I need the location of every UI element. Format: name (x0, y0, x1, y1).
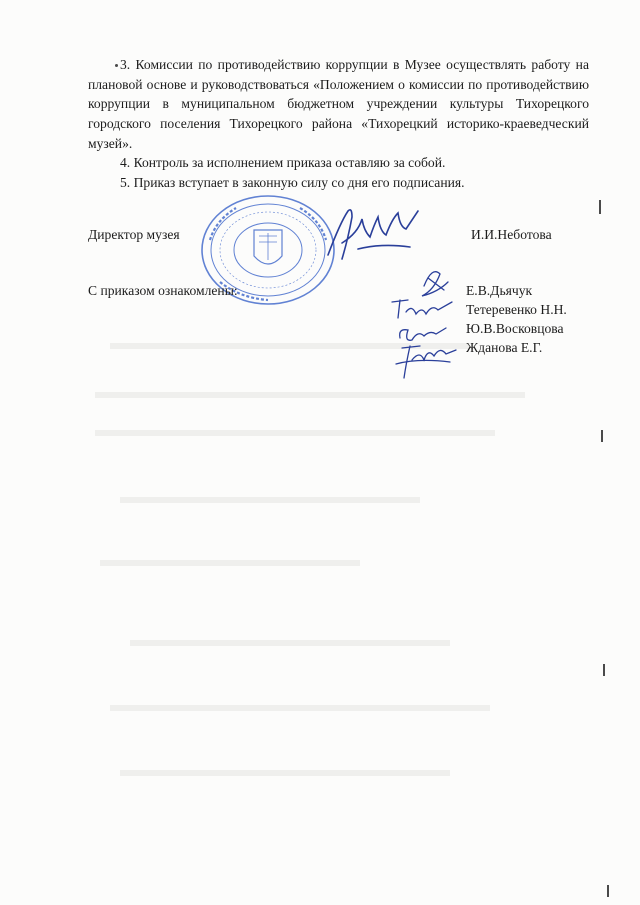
signature-name: И.И.Неботова (471, 227, 552, 242)
bleed-through (95, 392, 525, 398)
bleed-through (120, 770, 450, 776)
scan-mark (601, 430, 603, 442)
bleed-through (110, 705, 490, 711)
paragraph-4: 4. Контроль за исполнением приказа оставляю за собой. (120, 155, 446, 170)
acknowledgement-label: С приказом ознакомлены: (88, 283, 238, 298)
acknowledged-name: Тетеревенко Н.Н. (466, 302, 567, 317)
director-signature (322, 203, 422, 265)
signature-position: Директор музея (88, 227, 180, 242)
bleed-through (120, 497, 420, 503)
bleed-through (100, 560, 360, 566)
acknowledged-name: Е.В.Дьячук (466, 283, 533, 298)
bleed-through (95, 430, 495, 436)
paragraph-3: 3. Комиссии по противодействию коррупции в Музее осуществлять работу на плановой основе и руководствоваться «Положением о комиссии по противодействию коррупции в муниципальном бюджетном учреждении культуры Тихорецкого городского поселения Тихорецкого района «Тихорецкий историко-краеведческий музей». (88, 57, 589, 151)
scan-mark (599, 200, 601, 214)
scan-mark (603, 664, 605, 676)
bleed-through (130, 640, 450, 646)
acknowledged-name: Ю.В.Восковцова (466, 321, 564, 336)
acknowledgement-signatures (388, 260, 468, 380)
acknowledged-name: Жданова Е.Г. (466, 340, 543, 355)
paragraph-5: 5. Приказ вступает в законную силу со дня его подписания. (120, 175, 465, 190)
scan-mark (607, 885, 609, 897)
